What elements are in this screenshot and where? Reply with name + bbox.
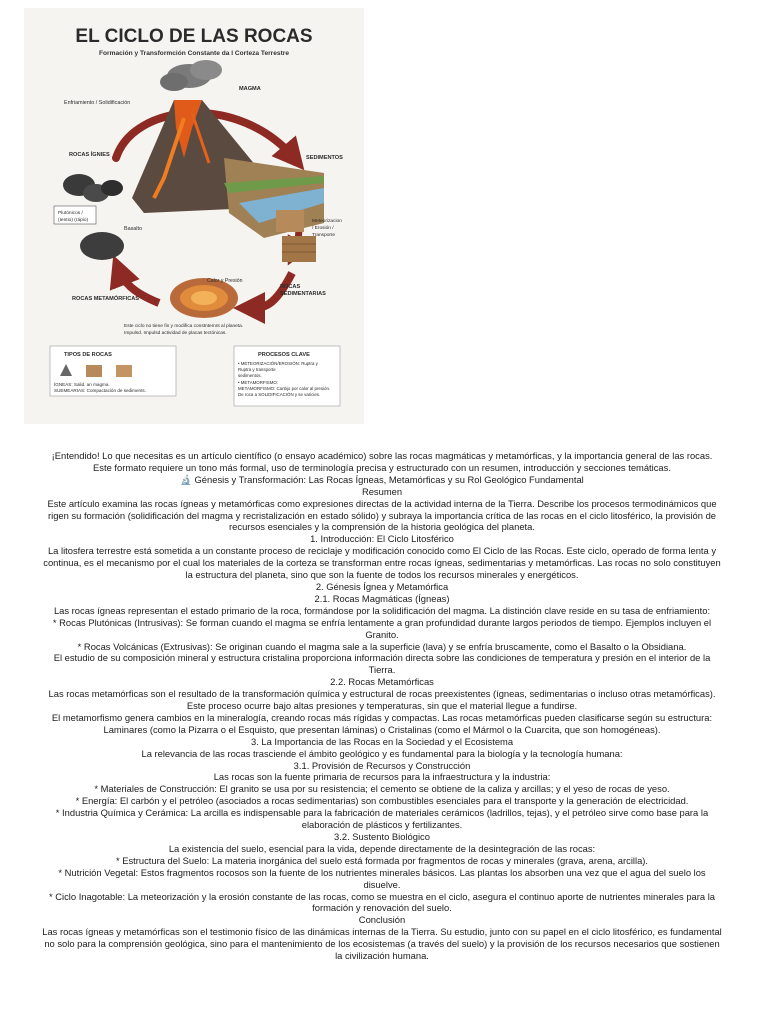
label-plutonicos-2: (Ientio) (rápio) [58, 218, 89, 223]
format-note: Este formato requiere un tono más formal, uso de terminología precisa y estructurado con un resumen, introducción y secciones temáticas. [93, 461, 671, 473]
legend-rock-types [50, 346, 176, 396]
label-sedimentos: SEDIMENTOS [306, 155, 343, 161]
abstract-paragraph: Este artículo examina las rocas ígneas y metamórficas como expresiones directas de la actividad interna de la Tierra. Describe los procesos termodinámicos que rigen su formación (solidificación del magma y recristalización en estado sólido) y subraya la importancia crítica de las rocas en el ciclo litosférico, la provisión de recursos esenciales y la comprensión de la historia geológica del planeta. [47, 497, 717, 533]
cycle-note-1: Este ciclo no tiene fin y modifica constntemnt al planeta. [124, 324, 244, 329]
label-meteorizacion-1: Meteorizacion [312, 219, 342, 224]
conclusion-paragraph: Las rocas ígneas y metamórficas son el testimonio físico de las dinámicas internas de la Tierra. Su estudio, junto con su papel en el ciclo litosférico, es fundamental no solo para la comprensión geológica, sino para el mantenimiento de los ecosistemas (a través del suelo) y la provisión de los recursos necesarios que sostienen la civilización humana. [42, 926, 722, 962]
bullet-energia: * Energía: El carbón y el petróleo (asociados a rocas sedimentarias) son combustibles esenciales para el transporte y la generación de electricidad. [75, 795, 689, 807]
label-plutonicos-1: Plutónicos / [58, 211, 83, 216]
bullet-ciclo: * Ciclo Inagotable: La meteorización y la erosión constante de las rocas, como se muestra en el ciclo, asegura el continuo aporte de nutrientes minerales para la formación y renovación del suelo. [49, 890, 715, 914]
section-2-1-paragraph: Las rocas ígneas representan el estado primario de la roca, formándose por la solidificación del magma. La distinción clave reside en su tasa de enfriamiento: [53, 604, 711, 616]
bullet-estructura-suelo: * Estructura del Suelo: La materia inorgánica del suelo está formada por fragmentos de rocas y minerales (grava, arena, arcilla). [115, 854, 649, 866]
heading-conclusion: Conclusión [358, 914, 406, 926]
label-rocas-sedimentarias-1: ROCAS [280, 284, 301, 290]
label-calor-presion: Calor y Presión [207, 278, 243, 284]
section-3-1-paragraph: Las rocas son la fuente primaria de recursos para la infraestructura y la industria: [213, 771, 551, 783]
label-rocas-igneas: ROCAS ÍGNIES [69, 152, 110, 158]
bullet-industria: * Industria Química y Cerámica: La arcilla es indispensable para la fabricación de materiales cerámicos (ladrillos, tejas), y el petróleo sirve como base para la elaboración de plásticos y fertilizantes. [55, 807, 709, 831]
label-meteorizacion-3: Transporte [312, 233, 336, 238]
legend-key-processes-line-1: • METEORIZACIÓN/EROSIÓN: Ruptra y [238, 361, 318, 366]
label-enfriamiento: Enfriamiento / Solidificación [64, 100, 131, 106]
cycle-note-2: Impulsd. Impulsd actividad de placas tectónicas. [124, 331, 227, 336]
heading-section-3-1: 3.1. Provisión de Recursos y Construcción [293, 759, 471, 771]
legend-key-processes-title: PROCESOS CLAVE [258, 352, 310, 358]
bullet-plutonicas: * Rocas Plutónicas (Intrusivas): Se forman cuando el magma se enfría lentamente a gran profundidad durante largos periodos de tiempo. Ejemplos incluyen el Granito. [52, 616, 712, 640]
section-2-1-closing: El estudio de su composición mineral y estructura cristalina proporciona información directa sobre las condiciones de temperatura y presión en el interior de la Tierra. [53, 652, 711, 676]
heading-section-2-2: 2.2. Rocas Metamórficas [330, 676, 434, 688]
section-3-2-paragraph: La existencia del suelo, esencial para la vida, depende directamente de la desintegración de las rocas: [168, 842, 596, 854]
heading-section-2: 2. Génesis Ígnea y Metamórfica [315, 580, 449, 592]
article-body [42, 450, 722, 962]
bullet-nutricion: * Nutrición Vegetal: Estos fragmentos rocosos son la fuente de los nutrientes minerales básicos. Las plantas los absorben una vez que el agua del suelo los disuelve. [58, 866, 706, 890]
bullet-volcanicas: * Rocas Volcánicas (Extrusivas): Se originan cuando el magma sale a la superficie (lava) y se enfría bruscamente, como el Basalto o la Obsidiana. [77, 640, 687, 652]
legend-rock-types-line-1: ÍGNEAS: Salid. an magma. [54, 382, 110, 387]
label-rocas-metamorficas: ROCAS METAMÓRFICAS [72, 296, 140, 302]
legend-key-processes [234, 346, 340, 406]
heading-section-1: 1. Introducción: El Ciclo Litosférico [310, 533, 454, 545]
legend-rock-types-line-2: SUEMEARIAS: Compactación de sediments. [54, 388, 146, 393]
metamorphic-rock-illustration [170, 278, 238, 318]
label-magma: MAGMA [239, 86, 261, 92]
legend-rock-types-title: TIPOS DE ROCAS [64, 352, 112, 358]
article-title: 🔬 Génesis y Transformación: Las Rocas Ígneas, Metamórficas y su Rol Geológico Fundamental [180, 473, 584, 485]
legend-key-processes-line-6: De roca a SOLIDIFICACIÓN y se varicies. [238, 392, 321, 397]
section-2-2-paragraph-2: El metamorfismo genera cambios en la mineralogía, creando rocas más rígidas y compactas. Las rocas metamórficas pueden clasificarse según su estructura: Laminares (como la Pizarra o el Esquisto, que presentan láminas) o Cristalinas (como el Mármol o la Cuarcita, que son homogéneas). [51, 711, 713, 735]
intro-paragraph: ¡Entendido! Lo que necesitas es un artículo científico (o ensayo académico) sobre las rocas magmáticas y metamórficas, y la importancia general de las rocas. [51, 450, 713, 461]
section-3-paragraph: La relevancia de las rocas trasciende el ámbito geológico y es fundamental para la biología y la tecnología humana: [141, 747, 623, 759]
legend-key-processes-line-2: Ruptra y transporte [238, 367, 276, 372]
heading-resumen: Resumen [361, 485, 403, 497]
infographic-title: EL CICLO DE LAS ROCAS [75, 26, 313, 47]
rock-cycle-infographic [24, 8, 364, 424]
heading-section-3: 3. La Importancia de las Rocas en la Sociedad y el Ecosistema [250, 735, 514, 747]
heading-section-2-1: 2.1. Rocas Magmáticas (Ígneas) [314, 592, 450, 604]
label-basalto: Basalto [124, 226, 142, 232]
bullet-construccion: * Materiales de Construcción: El granito se usa por su resistencia; el cemento se obtiene de la caliza y arcillas; y el yeso de rocas de yeso. [94, 783, 670, 795]
basalt-rock-illustration [80, 232, 124, 260]
infographic-subtitle: Formación y Transformción Constante da l Corteza Terrestre [98, 50, 290, 57]
legend-key-processes-line-5: METAMORFISMO: Canbjo por calor al presión. [238, 386, 331, 391]
legend-key-processes-line-3: sedimentos. [238, 373, 262, 378]
label-rocas-sedimentarias-2: SEDIMENTARIAS [280, 291, 326, 297]
legend-key-processes-line-4: • METAMORFISMO: [238, 380, 278, 385]
label-meteorizacion-2: / Erosión / [312, 226, 334, 231]
section-2-2-paragraph-1: Las rocas metamórficas son el resultado de la transformación química y estructural de rocas preexistentes (ígneas, sedimentarias o incluso otras metamórficas). Este proceso ocurre bajo altas presiones y temperaturas, sin que el material llegue a fundirse. [48, 688, 716, 712]
section-1-paragraph: La litosfera terrestre está sometida a un constante proceso de reciclaje y modificación conocido como El Ciclo de las Rocas. Este ciclo, operado de forma lenta y continua, es el mecanismo por el cual los materiales de la corteza se transforman entre rocas ígneas, sedimentarias y metamórficas. Las rocas no solo constituyen la estructura del planeta, sino que son la fuente de todos los recursos minerales y energéticos. [43, 545, 721, 581]
heading-section-3-2: 3.2. Sustento Biológico [334, 831, 430, 842]
